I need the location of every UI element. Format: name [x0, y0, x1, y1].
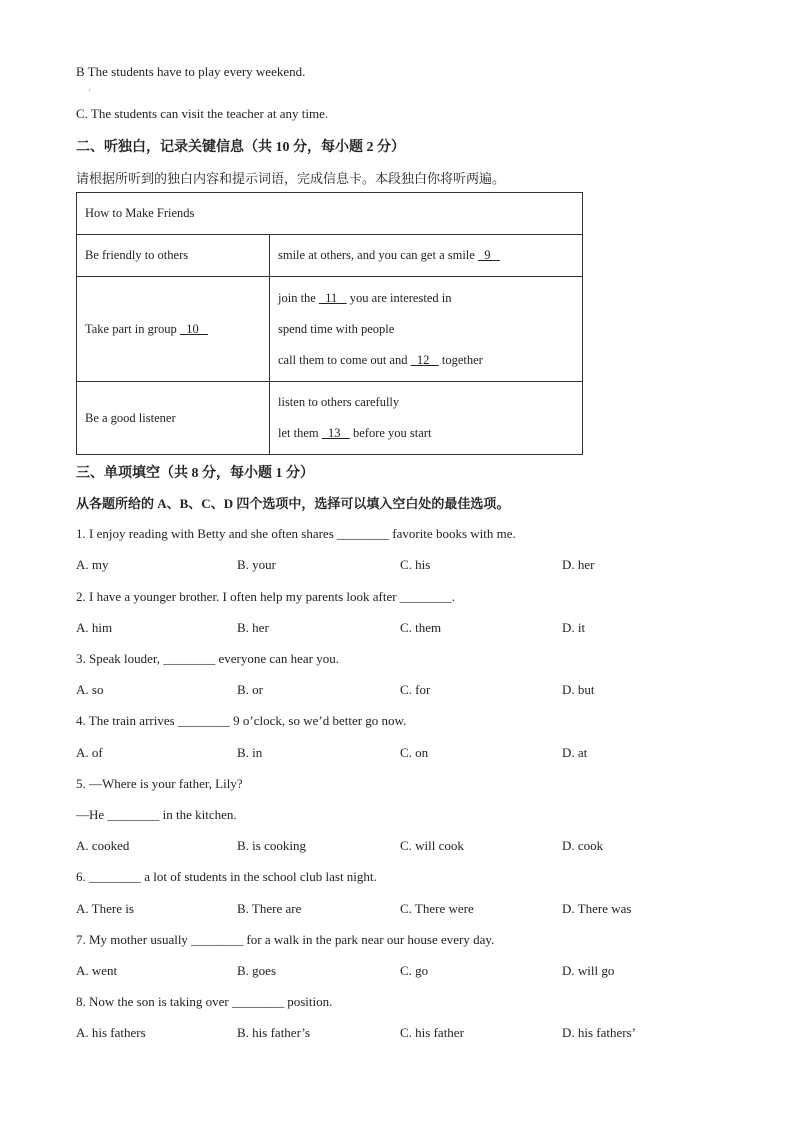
row1-left: Be friendly to others: [77, 235, 270, 277]
q7-option-b[interactable]: B. goes: [237, 963, 276, 978]
q5-option-b[interactable]: B. is cooking: [237, 838, 306, 853]
options-2: [76, 620, 726, 638]
row2-line3: [278, 345, 574, 376]
options-5: [76, 838, 726, 856]
question-7: 7. My mother usually ________ for a walk in the park near our house every day.: [76, 932, 495, 947]
blank-13: 13: [321, 426, 350, 440]
question-3: 3. Speak louder, ________ everyone can hear you.: [76, 651, 340, 666]
option-c-prev: C. The students can visit the teacher at any time.: [76, 106, 329, 121]
q2-option-c[interactable]: C. them: [400, 620, 442, 635]
row3-line2: [278, 418, 574, 449]
q7-option-d[interactable]: D. will go: [562, 963, 615, 978]
row2-line2: spend time with people: [278, 321, 395, 336]
q6-option-a[interactable]: A. There is: [76, 901, 134, 916]
q8-option-b[interactable]: B. his father’s: [237, 1025, 311, 1040]
section3-instruction: 从各题所给的 A、B、C、D 四个选项中，选择可以填入空白处的最佳选项。: [76, 496, 510, 511]
option-b-prev: B The students have to play every weekend.: [76, 64, 306, 79]
section3-heading: 三、单项填空（共 8 分，每小题 1 分）: [76, 466, 314, 481]
q7-option-a[interactable]: A. went: [76, 963, 118, 978]
row3-line2-pre: let them: [278, 426, 322, 440]
options-1: [76, 557, 726, 575]
q4-option-a[interactable]: A. of: [76, 745, 103, 760]
q4-option-b[interactable]: B. in: [237, 745, 263, 760]
row3-line2-post: before you start: [349, 426, 432, 440]
question-1: 1. I enjoy reading with Betty and she often shares ________ favorite books with me.: [76, 526, 516, 541]
q7-option-c[interactable]: C. go: [400, 963, 429, 978]
row2-right: [270, 277, 583, 382]
question-4: 4. The train arrives ________ 9 o’clock, so we’d better go now.: [76, 713, 407, 728]
q8-option-c[interactable]: C. his father: [400, 1025, 464, 1040]
blank-9: 9: [477, 248, 500, 262]
options-4: [76, 745, 726, 763]
q6-option-b[interactable]: B. There are: [237, 901, 302, 916]
blank-12: 12: [410, 352, 439, 367]
q6-option-c[interactable]: C. There were: [400, 901, 474, 916]
q3-option-b[interactable]: B. or: [237, 682, 263, 697]
q3-option-c[interactable]: C. for: [400, 682, 431, 697]
q8-option-a[interactable]: A. his fathers: [76, 1025, 146, 1040]
question-5: 5. —Where is your father, Lily?: [76, 776, 243, 791]
row1-right-text: smile at others, and you can get a smile: [278, 248, 478, 262]
options-7: [76, 963, 726, 981]
q5-option-a[interactable]: A. cooked: [76, 838, 130, 853]
q3-option-a[interactable]: A. so: [76, 682, 104, 697]
question-8: 8. Now the son is taking over ________ position.: [76, 994, 333, 1009]
row2-line3-post: together: [438, 352, 483, 367]
q1-option-b[interactable]: B. your: [237, 557, 276, 572]
info-card-table: [76, 192, 583, 455]
question-5-line2: —He ________ in the kitchen.: [76, 807, 237, 822]
row2-left-text: Take part in group: [85, 321, 180, 336]
options-8: [76, 1025, 726, 1043]
q2-option-b[interactable]: B. her: [237, 620, 269, 635]
q1-option-d[interactable]: D. her: [562, 557, 595, 572]
q6-option-d[interactable]: D. There was: [562, 901, 632, 916]
q3-option-d[interactable]: D. but: [562, 682, 595, 697]
row3-right: [270, 382, 583, 455]
options-3: [76, 682, 726, 700]
q2-option-d[interactable]: D. it: [562, 620, 586, 635]
q1-option-a[interactable]: A. my: [76, 557, 109, 572]
q1-option-c[interactable]: C. his: [400, 557, 431, 572]
section2-instruction: 请根据所听到的独白内容和提示词语，完成信息卡。本段独白你将听两遍。: [76, 171, 506, 186]
row2-line3-pre: call them to come out and: [278, 352, 411, 367]
question-2: 2. I have a younger brother. I often help my parents look after ________.: [76, 589, 456, 604]
q2-option-a[interactable]: A. him: [76, 620, 113, 635]
blank-11: 11: [318, 290, 347, 305]
row3-left: Be a good listener: [77, 382, 270, 455]
q5-option-c[interactable]: C. will cook: [400, 838, 464, 853]
stray-dot: ·: [88, 86, 91, 95]
row2-line1: [278, 283, 574, 314]
row2-line1-pre: join the: [278, 290, 319, 305]
row2-left: [77, 277, 270, 382]
question-6: 6. ________ a lot of students in the school club last night.: [76, 869, 377, 884]
section2-heading: 二、听独白，记录关键信息（共 10 分，每小题 2 分）: [76, 140, 405, 155]
row2-line1-post: you are interested in: [346, 290, 452, 305]
row1-right: [270, 235, 583, 277]
q4-option-c[interactable]: C. on: [400, 745, 429, 760]
q5-option-d[interactable]: D. cook: [562, 838, 604, 853]
table-title: How to Make Friends: [77, 193, 583, 235]
q4-option-d[interactable]: D. at: [562, 745, 588, 760]
options-6: [76, 901, 726, 919]
q8-option-d[interactable]: D. his fathers’: [562, 1025, 637, 1040]
row3-line1: listen to others carefully: [278, 395, 400, 409]
blank-10: 10: [179, 321, 209, 336]
